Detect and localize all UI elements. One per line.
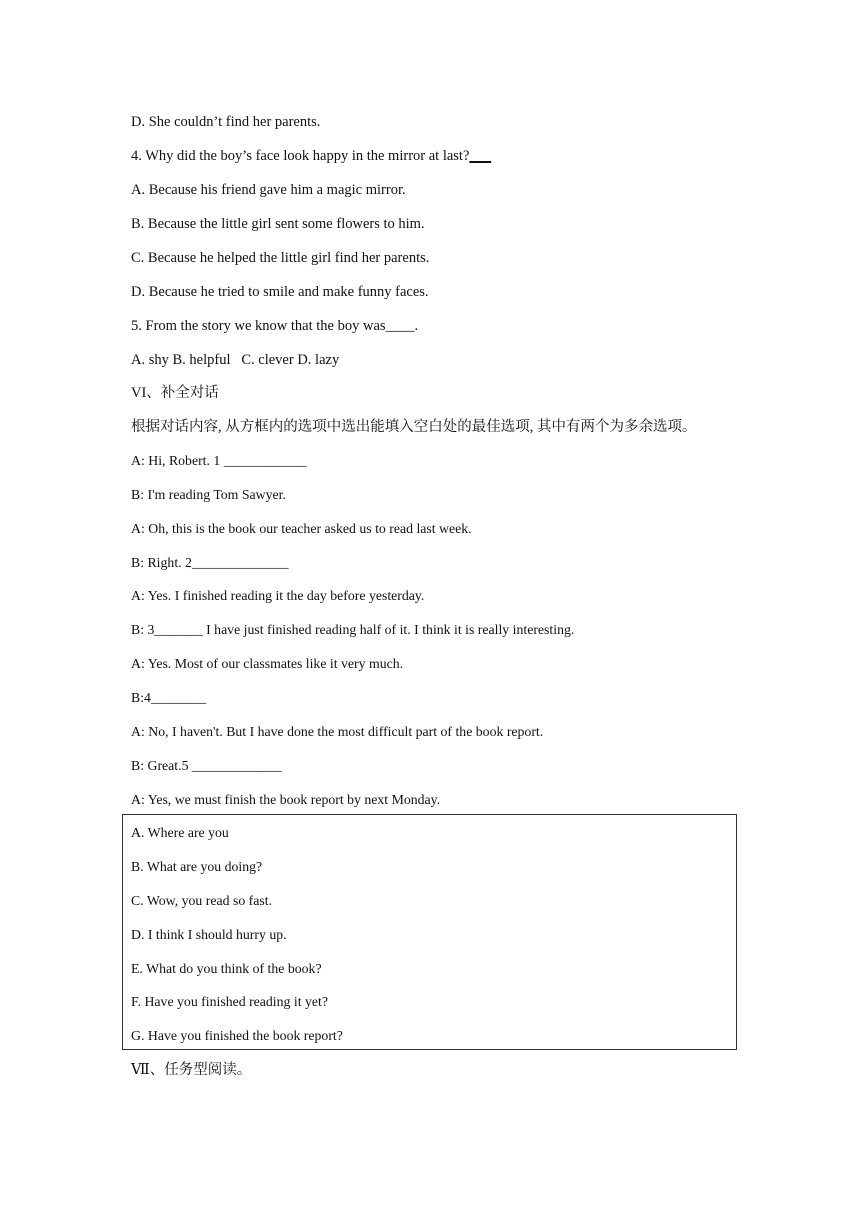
q4-stem: 4. Why did the boy’s face look happy in the mirror at last? <box>131 148 470 164</box>
dialogue-line: A: Yes, we must finish the book report by next Monday. <box>131 792 441 807</box>
dialogue-line: A: Hi, Robert. 1 ____________ <box>131 453 307 468</box>
box-option-b: B. What are you doing? <box>131 859 263 874</box>
dialogue-line: B:4________ <box>131 690 207 705</box>
box-option-e: E. What do you think of the book? <box>131 961 322 976</box>
q4-stem-line <box>131 146 491 166</box>
dialogue-line: B: I'm reading Tom Sawyer. <box>131 487 286 502</box>
dialogue-line: B: 3_______ I have just finished reading half of it. I think it is really interesting. <box>131 622 575 637</box>
dialogue-line: A: Yes. I finished reading it the day before yesterday. <box>131 588 425 603</box>
q4-option-c: C. Because he helped the little girl find her parents. <box>131 250 430 266</box>
dialogue-line: A: No, I haven't. But I have done the most difficult part of the book report. <box>131 724 544 739</box>
q5-stem: 5. From the story we know that the boy was____. <box>131 318 419 334</box>
section6-heading: VI、补全对话 <box>131 385 219 401</box>
box-option-f: F. Have you finished reading it yet? <box>131 994 328 1009</box>
dialogue-line: A: Yes. Most of our classmates like it very much. <box>131 656 404 671</box>
dialogue-line: B: Great.5 _____________ <box>131 758 282 773</box>
box-option-a: A. Where are you <box>131 825 229 840</box>
q5-options: A. shy B. helpful C. clever D. lazy <box>131 352 340 368</box>
dialogue-line: B: Right. 2______________ <box>131 555 289 570</box>
options-box <box>122 814 737 1050</box>
q4-answer-blank <box>469 148 491 164</box>
q4-option-a: A. Because his friend gave him a magic mirror. <box>131 182 406 198</box>
q4-option-d: D. Because he tried to smile and make funny faces. <box>131 284 429 300</box>
box-option-d: D. I think I should hurry up. <box>131 927 287 942</box>
section7-heading: Ⅶ、任务型阅读。 <box>131 1062 252 1078</box>
dialogue-line: A: Oh, this is the book our teacher asked us to read last week. <box>131 521 472 536</box>
q3-option-d: D. She couldn’t find her parents. <box>131 114 321 130</box>
section6-instruction: 根据对话内容, 从方框内的选项中选出能填入空白处的最佳选项, 其中有两个为多余选项。 <box>131 419 697 435</box>
box-option-g: G. Have you finished the book report? <box>131 1028 343 1043</box>
box-option-c: C. Wow, you read so fast. <box>131 893 273 908</box>
q4-option-b: B. Because the little girl sent some flowers to him. <box>131 216 425 232</box>
